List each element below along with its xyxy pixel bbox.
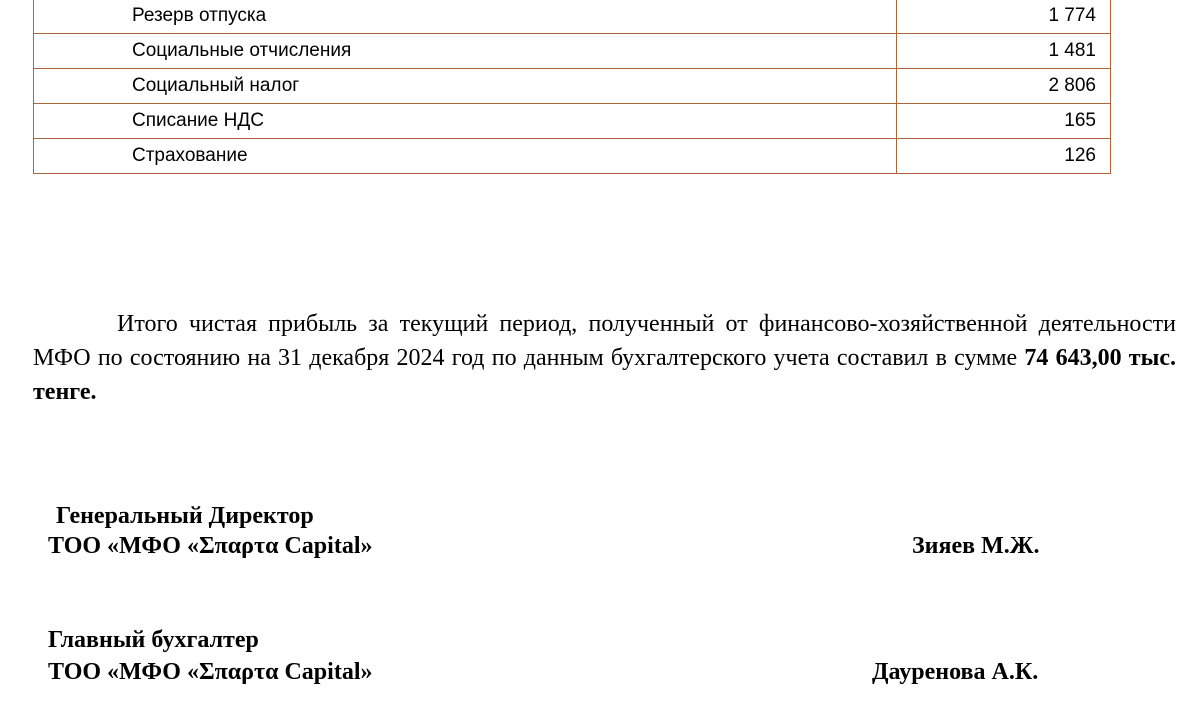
row-value: 2 806 (897, 69, 1111, 104)
table-row (34, 139, 1111, 174)
row-label: Страхование (34, 139, 897, 174)
row-value: 1 774 (897, 0, 1111, 34)
accountant-name: Дауренова А.К. (872, 659, 1039, 685)
row-label: Социальные отчисления (34, 34, 897, 69)
row-label: Резерв отпуска (34, 0, 897, 34)
row-value: 1 481 (897, 34, 1111, 69)
table-row (34, 34, 1111, 69)
row-value: 126 (897, 139, 1111, 174)
net-profit-summary (33, 307, 1176, 409)
row-value: 165 (897, 104, 1111, 139)
table-row (34, 104, 1111, 139)
summary-text: Итого чистая прибыль за текущий период, полученный от финансово-хозяйственной деятельности МФО по состоянию на 31 декабря 2024 год по данным бухгалтерского учета составил в сумме (33, 311, 1176, 371)
accountant-title: Главный бухгалтер (48, 627, 259, 653)
table-row (34, 69, 1111, 104)
expenses-table (33, 0, 1111, 174)
table-row (34, 0, 1111, 34)
director-name: Зияев М.Ж. (912, 533, 1040, 559)
expenses-table-container (33, 0, 1111, 174)
summary-amount: 74 643,00 тыс. тенге. (33, 345, 1176, 405)
row-label: Списание НДС (34, 104, 897, 139)
director-company: ТОО «МФО «Σπαρτα Capital» (48, 533, 373, 559)
accountant-company: ТОО «МФО «Σπαρτα Capital» (48, 659, 373, 685)
director-title: Генеральный Директор (56, 503, 314, 529)
row-label: Социальный налог (34, 69, 897, 104)
